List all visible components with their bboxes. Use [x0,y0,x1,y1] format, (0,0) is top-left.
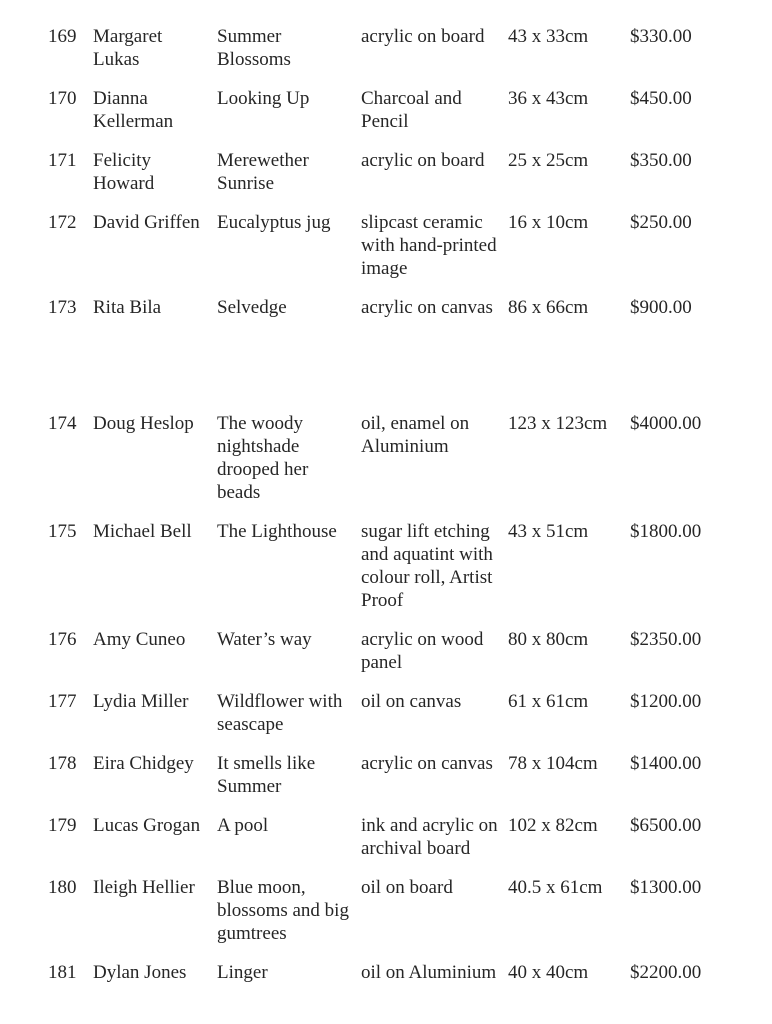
table-row [48,520,742,612]
price-cell: $2200.00 [630,962,702,983]
artist-name-cell: David Griffen [93,212,200,233]
price-cell: $450.00 [630,88,692,109]
catalog-number-cell: 181 [48,962,77,983]
catalog-number-cell: 173 [48,297,77,318]
medium-cell: acrylic on board [361,150,485,171]
price-cell: $330.00 [630,26,692,47]
dimensions-cell: 40 x 40cm [508,962,589,983]
artist-name-cell: Michael Bell [93,521,192,542]
artwork-title-cell: Wildflower with seascape [217,691,343,735]
artwork-catalog-table [48,25,742,984]
catalog-number-cell: 177 [48,691,77,712]
artist-name-cell: Doug Heslop [93,413,194,434]
table-row [48,690,742,736]
artist-name-cell: Rita Bila [93,297,162,318]
table-row [48,628,742,674]
catalog-number-cell: 174 [48,413,77,434]
dimensions-cell: 102 x 82cm [508,815,598,836]
medium-cell: ink and acrylic on archival board [361,815,498,859]
price-cell: $1200.00 [630,691,702,712]
catalog-number-cell: 175 [48,521,77,542]
artwork-title-cell: Blue moon, blossoms and big gumtrees [217,877,349,944]
catalog-number-cell: 171 [48,150,77,171]
table-row [48,211,742,280]
price-cell: $900.00 [630,297,692,318]
dimensions-cell: 61 x 61cm [508,691,589,712]
catalog-number-cell: 172 [48,212,77,233]
price-cell: $1400.00 [630,753,702,774]
artist-name-cell: Margaret Lukas [93,26,163,70]
medium-cell: Charcoal and Pencil [361,88,462,132]
table-row [48,876,742,945]
table-row [48,961,742,984]
artwork-title-cell: A pool [217,815,269,836]
dimensions-cell: 78 x 104cm [508,753,598,774]
dimensions-cell: 36 x 43cm [508,88,589,109]
dimensions-cell: 123 x 123cm [508,413,608,434]
catalog-number-cell: 170 [48,88,77,109]
price-cell: $6500.00 [630,815,702,836]
medium-cell: acrylic on canvas [361,753,493,774]
artwork-title-cell: Summer Blossoms [217,26,291,70]
table-row [48,412,742,504]
medium-cell: acrylic on board [361,26,485,47]
price-cell: $250.00 [630,212,692,233]
price-cell: $4000.00 [630,413,702,434]
table-row [48,752,742,798]
table-row [48,296,742,396]
artwork-title-cell: It smells like Summer [217,753,316,797]
dimensions-cell: 86 x 66cm [508,297,589,318]
price-cell: $2350.00 [630,629,702,650]
artwork-title-cell: Selvedge [217,297,287,318]
medium-cell: acrylic on wood panel [361,629,484,673]
artwork-title-cell: Linger [217,962,268,983]
artwork-title-cell: Looking Up [217,88,310,109]
dimensions-cell: 43 x 33cm [508,26,589,47]
medium-cell: oil, enamel on Aluminium [361,413,470,457]
medium-cell: sugar lift etching and aquatint with colour roll, Artist Proof [361,521,493,611]
price-cell: $1800.00 [630,521,702,542]
artwork-title-cell: Eucalyptus jug [217,212,331,233]
table-row [48,149,742,195]
artist-name-cell: Felicity Howard [93,150,155,194]
artwork-title-cell: Merewether Sunrise [217,150,309,194]
table-row [48,25,742,71]
artist-name-cell: Lucas Grogan [93,815,201,836]
artist-name-cell: Dylan Jones [93,962,187,983]
dimensions-cell: 80 x 80cm [508,629,589,650]
medium-cell: slipcast ceramic with hand-printed image [361,212,497,279]
dimensions-cell: 43 x 51cm [508,521,589,542]
artist-name-cell: Eira Chidgey [93,753,194,774]
catalog-number-cell: 176 [48,629,77,650]
artist-name-cell: Amy Cuneo [93,629,186,650]
artist-name-cell: Ileigh Hellier [93,877,195,898]
artwork-title-cell: Water’s way [217,629,312,650]
dimensions-cell: 40.5 x 61cm [508,877,603,898]
dimensions-cell: 16 x 10cm [508,212,589,233]
catalog-number-cell: 178 [48,753,77,774]
catalog-number-cell: 169 [48,26,77,47]
catalog-number-cell: 179 [48,815,77,836]
dimensions-cell: 25 x 25cm [508,150,589,171]
price-cell: $1300.00 [630,877,702,898]
medium-cell: oil on canvas [361,691,462,712]
artist-name-cell: Lydia Miller [93,691,189,712]
artwork-title-cell: The Lighthouse [217,521,337,542]
medium-cell: oil on board [361,877,453,898]
catalog-number-cell: 180 [48,877,77,898]
medium-cell: acrylic on canvas [361,297,493,318]
price-cell: $350.00 [630,150,692,171]
artwork-title-cell: The woody nightshade drooped her beads [217,413,309,503]
artist-name-cell: Dianna Kellerman [93,88,174,132]
table-row [48,87,742,133]
table-row [48,814,742,860]
medium-cell: oil on Aluminium [361,962,497,983]
